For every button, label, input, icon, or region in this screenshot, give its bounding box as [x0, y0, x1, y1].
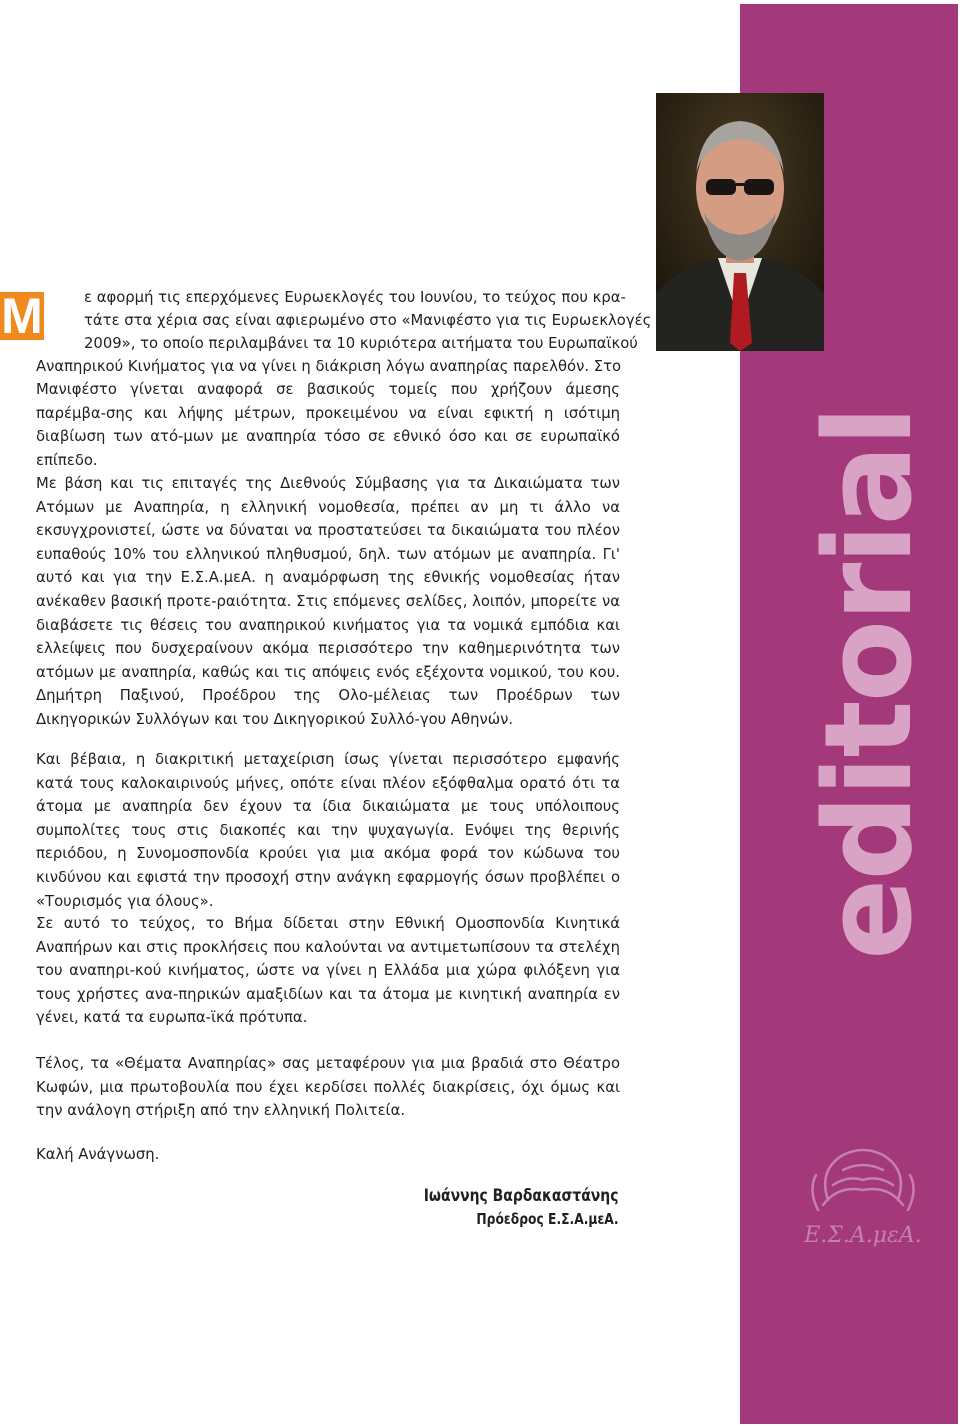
paragraph-4: Σε αυτό το τεύχος, το Βήμα δίδεται στην Εθνική Ομοσπονδία Κινητικά Αναπήρων και στις προκλήσεις που καλούνται να αντιμετωπίσουν τα στελέχη του αναπηρι-κού κινήματος, ώστε να γίνει η Ελλάδα μια χώρα φιλόξενη για τους χρήστες ανα-πηρικών αμαξιδίων και τα άτομα με κινητική αναπηρία εν γένει, κατά τα ευρωπα-ϊκά πρότυπα. — [36, 915, 620, 1027]
editorial-heading: editorial — [800, 407, 939, 960]
author-portrait — [656, 93, 824, 351]
closing-line: Καλή Ανάγνωση. — [36, 1146, 160, 1163]
lead-line-1: ε αφορμή τις επερχόμενες Ευρωεκλογές του Ιουνίου, το τεύχος που κρα- — [84, 289, 626, 306]
signature-title: Πρόεδρος Ε.Σ.Α.μεΑ. — [475, 1210, 618, 1228]
drop-cap-letter: Μ — [1, 288, 43, 344]
paragraph-3: Και βέβαια, η διακριτική μεταχείριση ίσως γίνεται περισσότερο εμφανής κατά τους καλοκαιρινούς μήνες, οπότε είναι πλέον εξόφθαλμα ορατό ότι τα άτομα με αναπηρία δεν έχουν τα ίδια δικαιώματα με τους υπόλοιπους συμπολίτες τους στις διακοπές και την ψυχαγωγία. Ενόψει της θερινής περιόδου, η Συνομοσπονδία κρούει για μια ακόμα φορά τον κώδωνα του κινδύνου και εφιστά την προσοχή στην ανάγκη εφαρμογής όσων προβλέπει ο «Τουρισμός για όλους». — [36, 751, 620, 910]
emblem-text: Ε.Σ.Α.μεΑ. — [804, 1223, 922, 1248]
drop-cap — [0, 288, 44, 344]
lead-line-2: τάτε στα χέρια σας είναι αφιερωμένο στο «Μανιφέστο για τις Ευρωεκλογές — [84, 312, 652, 329]
paragraph-5: Τέλος, τα «Θέματα Αναπηρίας» σας μεταφέρουν για μια βραδιά στο Θέατρο Κωφών, μια πρωτοβουλία που έχει κερδίσει πολλές διακρίσεις, όχι όμως και την ανάλογη στήριξη από την ελληνική Πολιτεία. — [36, 1055, 620, 1120]
esamea-emblem — [788, 1130, 938, 1260]
signature-name: Ιωάννης Βαρδακαστάνης — [423, 1186, 618, 1206]
lead-line-4: Αναπηρικού Κινήματος για να γίνει η διάκριση λόγω αναπηρίας παρελθόν. Στο — [36, 358, 622, 375]
paragraph-1: Μανιφέστο γίνεται αναφορά σε βασικούς τομείς που χρήζουν άμεσης παρέμβα-σης και λήψης μέτρων, προκειμένου να είναι εφικτή η ισότιμη διαβίωση των ατό-μων με αναπηρία τόσο σε εθνικό όσο και σε ευρωπαϊκό επίπεδο. — [36, 381, 620, 469]
signature-block — [381, 1184, 619, 1230]
paragraph-2: Με βάση και τις επιταγές της Διεθνούς Σύμβασης για τα Δικαιώματα των Ατόμων με Αναπηρία, η ελληνική νομοθεσία, πρέπει αν μη τι άλλο να εκσυγχρονιστεί, ώστε να δύναται να προστατεύσει τα δικαιώματα του πλέον ευπαθούς 10% του ελληνικού πληθυσμού, δηλ. των ατόμων με αναπηρία. Γι' αυτό και για την Ε.Σ.Α.μεΑ. η αναμόρφωση της εθνικής νομοθεσίας ήταν ανέκαθεν βασική προτε-ραιότητα. Στις επόμενες σελίδες, λοιπόν, μπορείτε να διαβάσετε τις θέσεις του αναπηρικού κινήματος για τα νομικά εμπόδια και ελλείψεις που δυσχεραίνουν ακόμα περισσότερο την καθημερινότητα των ατόμων με αναπηρία, καθώς και τις απόψεις ενός εξέχοντα νομικού, του κου. Δημήτρη Παξινού, Προέδρου της Ολο-μέλειας των Προέδρων των Δικηγορικών Συλλόγων και του Δικηγορικού Συλλό-γου Αθηνών. — [36, 475, 620, 728]
lead-line-3: 2009», το οποίο περιλαμβάνει τα 10 κυριότερα αιτήματα του Ευρωπαϊκού — [84, 335, 638, 352]
